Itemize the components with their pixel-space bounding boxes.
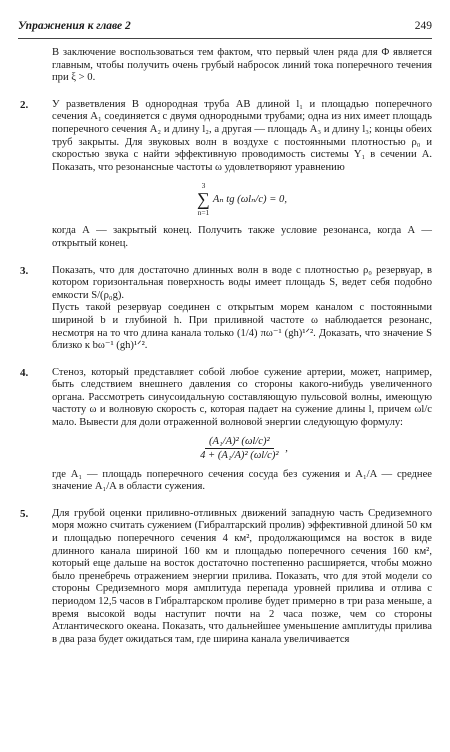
problem-text-continued: Пусть такой резервуар соединен с открытым морем каналом с постоянными шириной b и глубиной h. При приливной частоте ω наблюдается резонанс, несмотря на то что длина канала только (1/4) πω⁻¹ (gh)¹ᐟ². Доказать, что значение S близко к bω⁻¹ (gh)¹ᐟ².	[52, 302, 432, 352]
problem-number: 4.	[20, 366, 29, 379]
resonance-equation	[52, 180, 432, 217]
fraction-denominator: 4 + (A₁/A)² (ωl/c)²	[200, 449, 279, 461]
problem-text: У разветвления В однородная труба АВ длиной l₁ и площадью поперечного сечения A₁ соединяется с двумя однородными трубами; одна из них имеет площадь поперечного сечения A₂ и длину l₂, а другая — площадь A₃ и длину l₃; концы обеих труб закрыты. Для звуковых волн в воздухе с постоянными плотностью ρ₀ и скоростью звука c найти эффективную проводимость системы Y₁ в сечении А. Показать, что резонансные частоты ω удовлетворяют уравнению	[52, 98, 432, 173]
page-number: 249	[414, 20, 432, 32]
problem-4	[18, 367, 432, 494]
problem-number: 3.	[20, 264, 29, 277]
problem-2	[18, 99, 432, 251]
summation-symbol: 3 ∑ n=1	[197, 181, 210, 218]
problem-number: 2.	[20, 98, 29, 111]
problem-followup: когда А — закрытый конец. Получить также условие резонанса, когда А — открытый конец.	[52, 225, 432, 249]
problem-text: Показать, что для достаточно длинных волн в воде с плотностью ρ₀ резервуар, в котором горизонтальная поверхность воды имеет площадь S, ведет себя подобно емкости S/(ρ₀g).	[52, 264, 432, 301]
problem-followup: где A₁ — площадь поперечного сечения сосуда без сужения и A₁/A — среднее значение A₁/A в области сужения.	[52, 468, 432, 493]
reflected-energy-formula: $\frac{\text{(A₁/A)² (ωl/c)²}}{\text{4 + (A₁/A)² (ωl/c)²}}$ ,	[52, 436, 432, 461]
fraction-numerator: (A₁/A)² (ωl/c)²	[205, 436, 274, 449]
fraction	[196, 436, 283, 461]
equation-body: Aₙ tg (ωlₙ/c) = 0,	[212, 194, 287, 206]
problem-text: Для грубой оценки приливно-отливных движений западную часть Средиземного моря можно считать сужением (Гибралтарский пролив) эффективной длиной 50 км и площадью поперечного сечения 4 км², продолжающимся на восток в виде длинного канала шириной 160 км и площадью поперечного сечения 160 км², который еще дальше на восток достаточно постепенно расширяется, чтобы можно было пренебречь отражением энергии прилива. Показать, что для этой модели со стороны Средиземного моря амплитуда перепада уровней прилива и отлива с периодом 12,5 часов в Гибралтарском проливе будет примерно в три раза меньше, а время высокой воды наступит почти на 2 часа позже, чем со стороны Атлантического океана. Показать, что дальнейшее уменьшение амплитуды прилива в два раза будет ожидаться там, где ширина канала увеличивается	[52, 507, 432, 645]
running-header	[18, 20, 432, 39]
problem-text: Стеноз, который представляет собой любое сужение артерии, может, например, быть следствием внешнего давления со стороны какого-нибудь увеличенного органа. Рассмотреть синусоидальную составляющую пульсовой волны, имеющую частоту ω и волновую скорость c, которая падает на сужение длины l, причем ωl/c мало. Вывести для доли отраженной волновой энергии следующую формулу:	[52, 366, 432, 429]
problem-5	[18, 508, 432, 647]
chapter-title: Упражнения к главе 2	[18, 20, 131, 32]
problem-3	[18, 265, 432, 353]
intro-paragraph: В заключение воспользоваться тем фактом, что первый член ряда для Φ является главным, чтобы получить очень грубый набросок линий тока поперечного течения при ξ > 0.	[52, 47, 432, 84]
page	[18, 20, 432, 646]
problem-number: 5.	[20, 507, 29, 520]
